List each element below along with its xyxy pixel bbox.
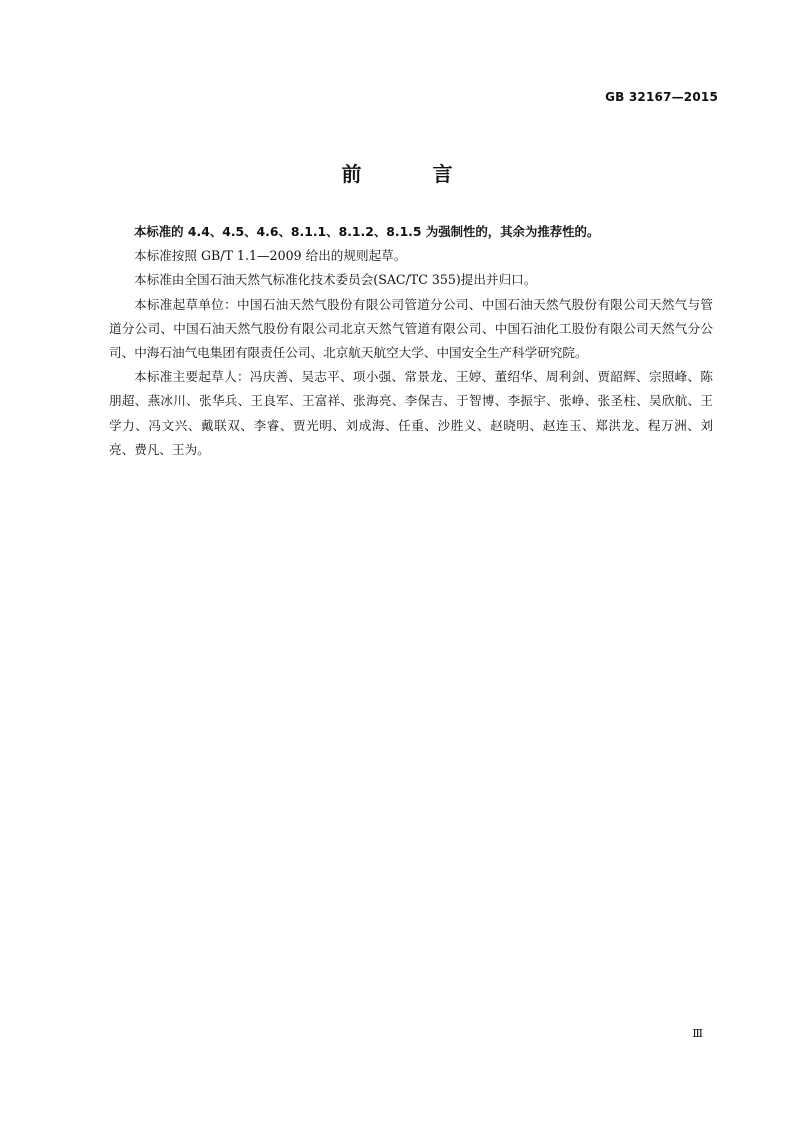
paragraph-drafting-rules: 本标准按照 GB/T 1.1—2009 给出的规则起草。 (134, 248, 407, 264)
paragraph-main-drafters: 本标准主要起草人：冯庆善、吴志平、项小强、常景龙、王婷、董绍华、周利剑、贾韶辉、宗照峰、陈朋超、燕冰川、张华兵、王良军、王富祥、张海亮、李保吉、于智博、李振宇、张峥、张圣柱、吴欣航、王学力、冯文兴、戴联双、李睿、贾光明、刘成海、任重、沙胜义、赵晓明、赵连玉、郑洪龙、程万洲、刘亮、费凡、王为。 (109, 369, 713, 457)
paragraph-mandatory-clauses: 本标准的 4.4、4.5、4.6、8.1.1、8.1.2、8.1.5 为强制性的，其余为推荐性的。 (134, 224, 600, 239)
document-number: GB 32167—2015 (605, 90, 718, 104)
paragraph-proposer: 本标准由全国石油天然气标准化技术委员会(SAC/TC 355)提出并归口。 (134, 272, 537, 288)
foreword-body (109, 220, 713, 462)
paragraph-drafting-organizations: 本标准起草单位：中国石油天然气股份有限公司管道分公司、中国石油天然气股份有限公司天然气与管道分公司、中国石油天然气股份有限公司北京天然气管道有限公司、中国石油化工股份有限公司天然气分公司、中海石油气电集团有限责任公司、北京航天航空大学、中国安全生产科学研究院。 (109, 296, 713, 361)
page-number: Ⅲ (692, 1027, 703, 1040)
page-title: 前 言 (341, 162, 485, 186)
